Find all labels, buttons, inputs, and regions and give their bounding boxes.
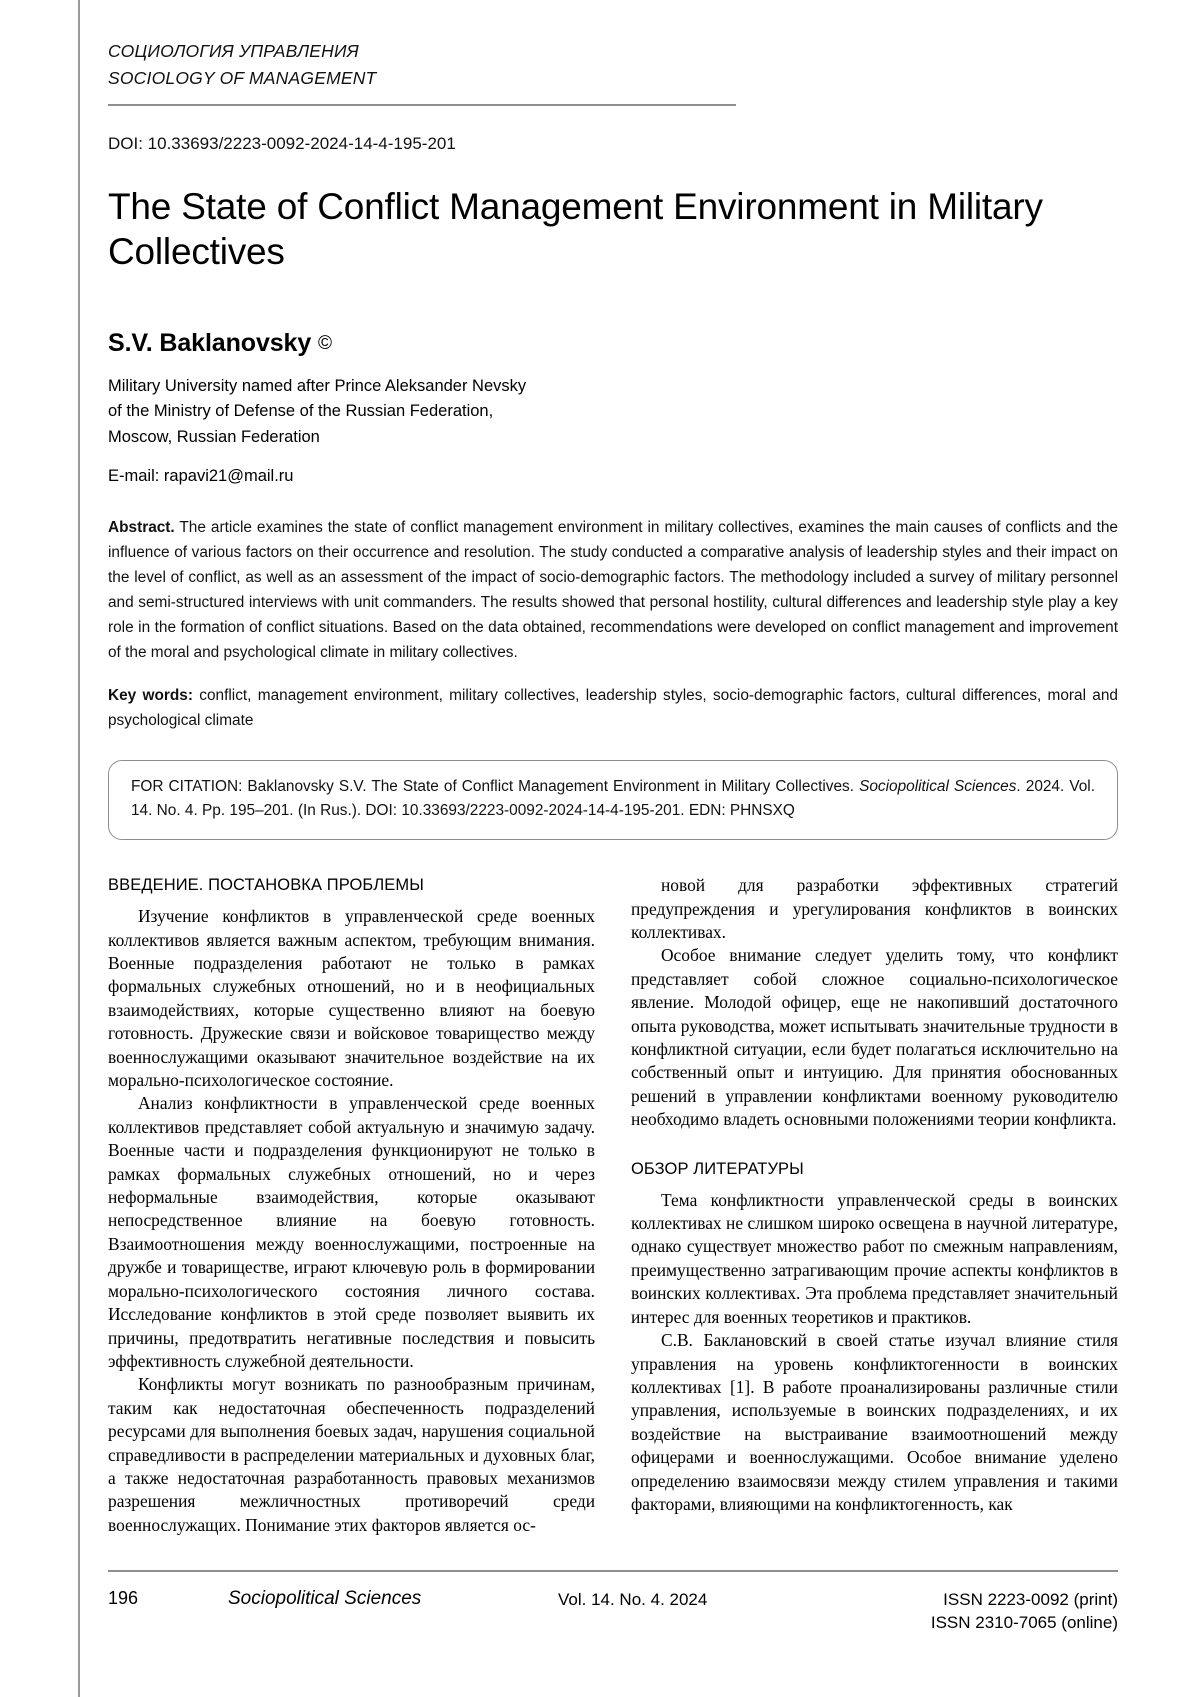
affiliation bbox=[108, 374, 1118, 451]
paragraph: Изучение конфликтов в управленческой среде военных коллективов является важным аспектом, требующим внимания. Военные подразделения работают не только в рамках формальных служебных отношений, но и в неофициальных взаимодействиях, которые существенно влияют на боевую готовность. Дружеские связи и войсковое товарищество между военнослужащими оказывают значительное воздействие на их морально-психологическое состояние. bbox=[108, 906, 595, 1091]
affiliation-line-3: Moscow, Russian Federation bbox=[108, 427, 320, 446]
abstract-label: Abstract. bbox=[108, 519, 175, 537]
author-email: E-mail: rapavi21@mail.ru bbox=[108, 467, 294, 486]
footer-issn-online: ISSN 2310-7065 (online) bbox=[930, 1613, 1118, 1633]
citation-suffix: . 2024. Vol. 14. No. 4. Pp. 195–201. (In Rus.). DOI: 10.33693/2223-0092-2024-14-4-195-201. EDN: PHNSXQ bbox=[131, 777, 1095, 820]
citation-box bbox=[108, 760, 1118, 840]
paragraph: С.В. Баклановский в своей статье изучал влияние стиля управления на уровень конфликтогенности в воинских коллективах [1]. В работе проанализированы различные стили управления, используемые в воинских подразделениях, и их воздействие на выстраивание взаимоотношений между офицерами и военнослужащими. Особое внимание уделено определению взаимосвязи между стилем управления и такими факторами, влияющими на конфликтогенность, как bbox=[631, 1330, 1118, 1514]
affiliation-line-2: of the Ministry of Defense of the Russian Federation, bbox=[108, 402, 494, 421]
keywords-text: conflict, management environment, military collectives, leadership styles, socio-demographic factors, cultural differences, moral and psychological climate bbox=[108, 686, 1118, 729]
abstract bbox=[108, 516, 1118, 666]
left-margin-rule bbox=[78, 0, 80, 1697]
footer-volume-issue: Vol. 14. No. 4. 2024 bbox=[558, 1590, 708, 1609]
paragraph: Тема конфликтности управленческой среды в воинских коллективах не слишком широко освещена в научной литературе, однако существует множество работ по смежным направлениям, преимущественно затрагивающим прочие аспекты конфликтов в воинских коллективах. Эта проблема представляет значительный интерес для военных теоретиков и практиков. bbox=[631, 1189, 1118, 1327]
running-head-en: SOCIOLOGY OF MANAGEMENT bbox=[108, 68, 377, 89]
paragraph: новой для разработки эффективных стратегий предупреждения и урегулирования конфликтов в воинских коллективах. bbox=[631, 875, 1118, 942]
doi-line: DOI: 10.33693/2223-0092-2024-14-4-195-201 bbox=[108, 134, 456, 154]
paragraph: Конфликты могут возникать по разнообразным причинам, таким как недостаточная обеспеченность подразделений ресурсами для выполнения боевых задач, нарушения социальной справедливости в распределении материальных и духовных благ, а также недостаточная разработанность правовых механизмов разрешения межличностных противоречий среди военнослужащих. Понимание этих факторов является ос- bbox=[108, 1374, 595, 1535]
running-head-rule bbox=[108, 104, 736, 106]
running-head-ru: СОЦИОЛОГИЯ УПРАВЛЕНИЯ bbox=[108, 41, 359, 61]
author-label: S.V. Baklanovsky bbox=[108, 328, 312, 357]
citation-journal: Sociopolitical Sciences bbox=[859, 777, 1017, 795]
footer-issn-print: ISSN 2223-0092 (print) bbox=[943, 1590, 1118, 1609]
page-content bbox=[108, 0, 1118, 1537]
citation-prefix: FOR CITATION: Baklanovsky S.V. The State of Conflict Management Environment in Military Collectives. bbox=[131, 777, 860, 795]
keywords bbox=[108, 684, 1118, 734]
author-name bbox=[108, 329, 1118, 358]
running-head bbox=[108, 38, 1118, 92]
affiliation-line-1: Military University named after Prince Aleksander Nevsky bbox=[108, 376, 527, 395]
page-title: The State of Conflict Management Environment in Military Collectives bbox=[108, 186, 1043, 273]
paragraph: Анализ конфликтности в управленческой среде военных коллективов представляет собой актуальную и значимую задачу. Военные части и подразделения функционируют не только в рамках формальных служебных отношений, но и через неформальные взаимодействия, которые оказывают непосредственное влияние на боевую готовность. Взаимоотношения между военнослужащими, построенные на дружбе и товариществе, играют ключевую роль в формировании морально-психологического состояния личного состава. Исследование конфликтов в этой среде позволяет выявить их причины, предотвратить негативные последствия и повысить эффективность служебной деятельности. bbox=[108, 1093, 595, 1371]
footer-rule bbox=[108, 1570, 1118, 1572]
abstract-text: The article examines the state of conflict management environment in military collectives, examines the main causes of conflicts and the influence of various factors on their occurrence and resolution. The study conducted a comparative analysis of leadership styles and their impact on the level of conflict, as well as an assessment of the impact of socio-demographic factors. The methodology included a survey of military personnel and semi-structured interviews with unit commanders. The results showed that personal hostility, cultural differences and leadership style play a key role in the formation of conflict situations. Based on the data obtained, recommendations were developed on conflict management and improvement of the moral and psychological climate in military collectives. bbox=[108, 519, 1118, 661]
left-column bbox=[108, 874, 595, 1537]
paragraph: Особое внимание следует уделить тому, что конфликт представляет собой сложное социально-психологическое явление. Молодой офицер, еще не накопивший достаточного опыта руководства, может испытывать значительные трудности в конфликтной ситуации, если будет полагаться исключительно на собственный опыт и интуицию. Для принятия обоснованных решений в управлении конфликтами военному руководителю необходимо владеть основными положениями теории конфликта. bbox=[631, 945, 1118, 1130]
copyright-icon: © bbox=[318, 332, 332, 354]
section-heading-introduction: ВВЕДЕНИЕ. ПОСТАНОВКА ПРОБЛЕМЫ bbox=[108, 876, 424, 895]
keywords-label: Key words: bbox=[108, 686, 193, 704]
footer-page-number: 196 bbox=[108, 1588, 139, 1608]
page-footer bbox=[108, 1588, 1118, 1635]
right-column bbox=[631, 874, 1118, 1537]
footer-journal-name: Sociopolitical Sciences bbox=[228, 1588, 422, 1609]
section-heading-literature-review: ОБЗОР ЛИТЕРАТУРЫ bbox=[631, 1159, 804, 1178]
footer-issn bbox=[898, 1588, 1118, 1635]
body-columns bbox=[108, 874, 1118, 1537]
